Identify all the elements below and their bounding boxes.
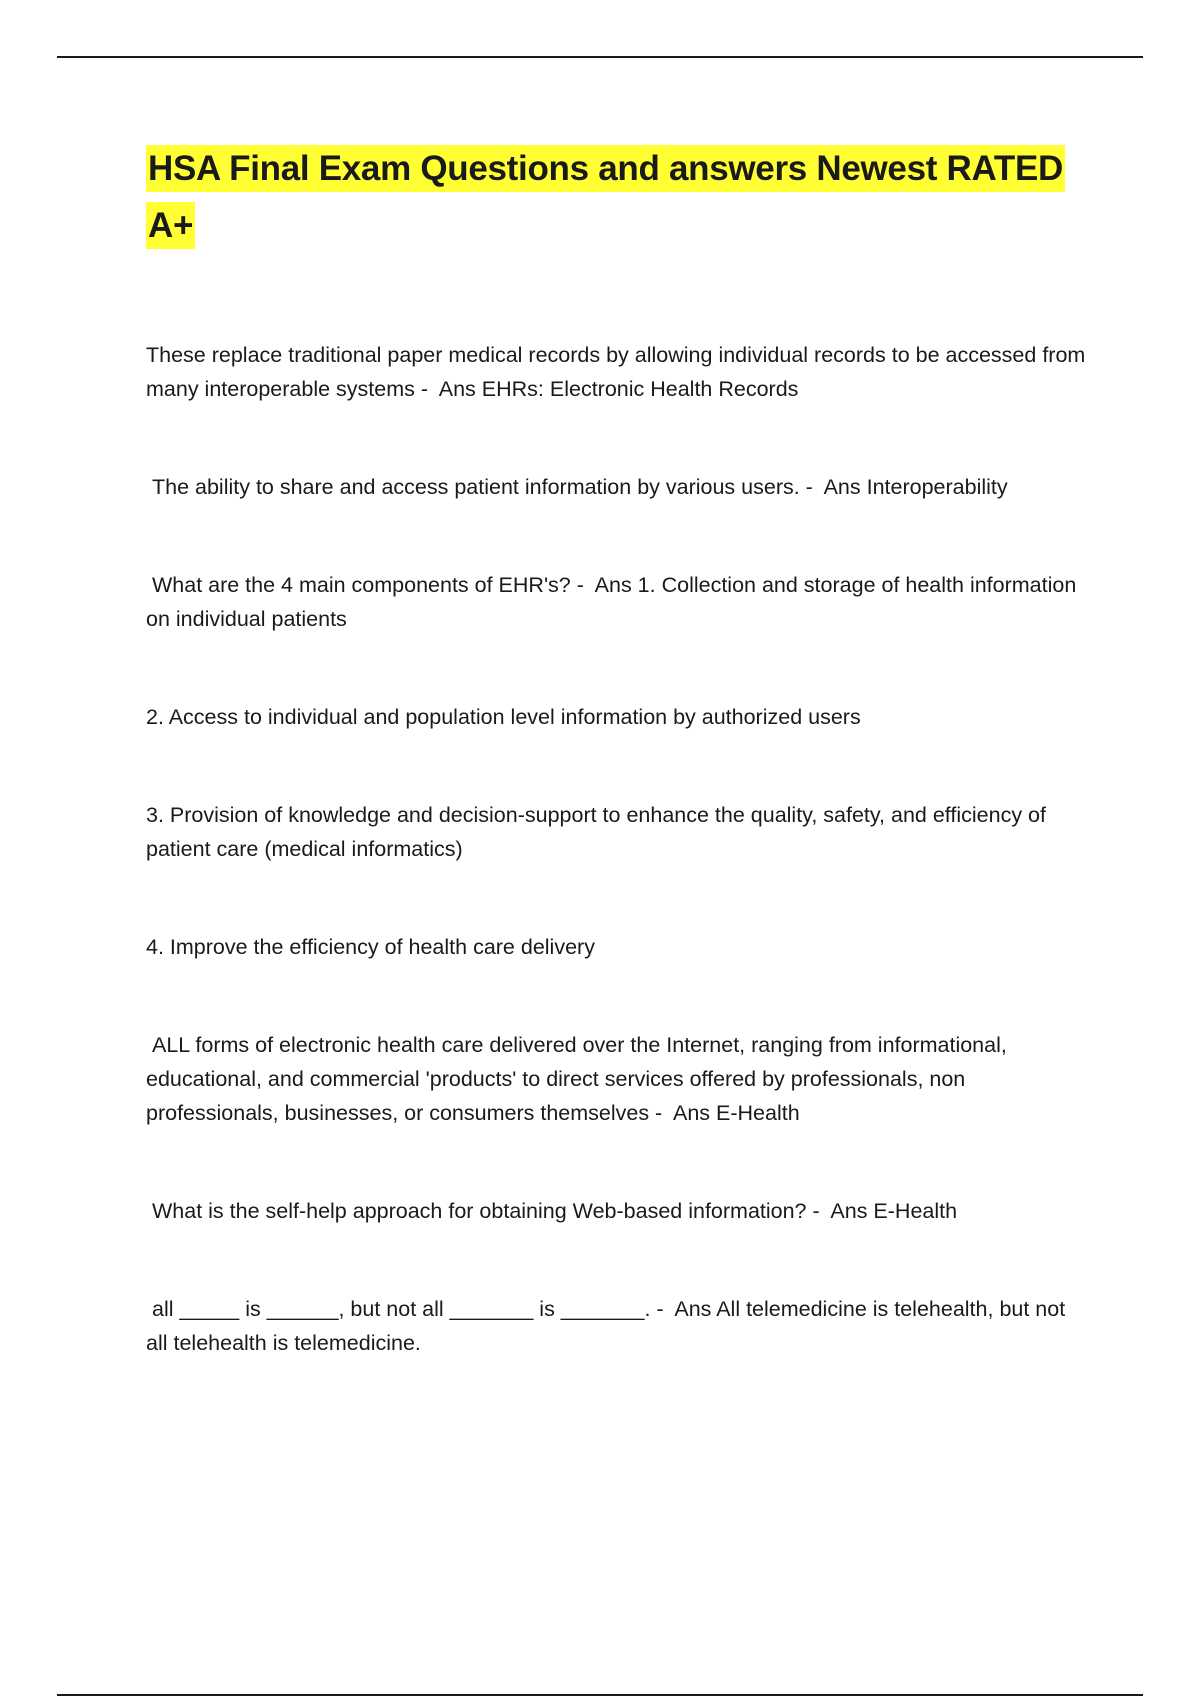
qa-item-9: all _____ is ______, but not all _______ is _______. - Ans All telemedicine is telehealth, but not all telehealth is telemedicine. <box>146 1297 1072 1355</box>
qa-item-8: What is the self-help approach for obtaining Web-based information? - Ans E-Health <box>146 1199 958 1223</box>
qa-item-3: What are the 4 main components of EHR's? - Ans 1. Collection and storage of health information on individual patients <box>146 573 1083 631</box>
document-title: HSA Final Exam Questions and answers Newest RATED A+ <box>146 140 1086 254</box>
document-body <box>146 140 1092 1360</box>
header-rule <box>57 56 1143 58</box>
qa-item-4: 2. Access to individual and population level information by authorized users <box>146 705 861 729</box>
qa-item-2: The ability to share and access patient information by various users. - Ans Interoperability <box>146 475 1008 499</box>
qa-item-5: 3. Provision of knowledge and decision-support to enhance the quality, safety, and efficiency of patient care (medical informatics) <box>146 803 1052 861</box>
qa-item-1: These replace traditional paper medical records by allowing individual records to be accessed from many interoperable systems - Ans EHRs: Electronic Health Records <box>146 343 1092 401</box>
qa-item-7: ALL forms of electronic health care delivered over the Internet, ranging from informational, educational, and commercial 'products' to direct services offered by professionals, non professionals, businesses, or consumers themselves - Ans E-Health <box>146 1033 1013 1125</box>
footer-rule <box>57 1694 1143 1696</box>
qa-item-6: 4. Improve the efficiency of health care delivery <box>146 935 595 959</box>
